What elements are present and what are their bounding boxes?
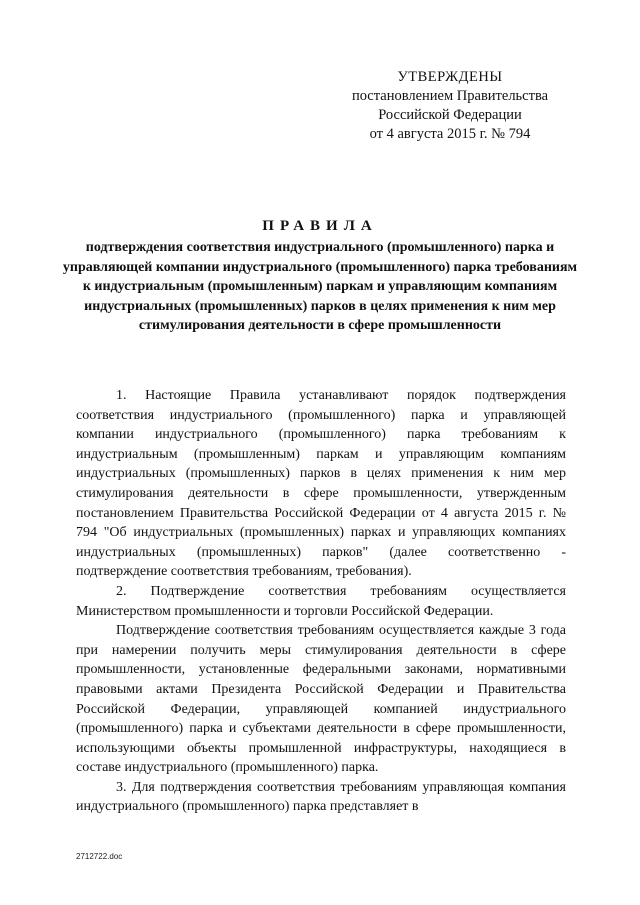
file-name-footer: 2712722.doc (76, 852, 123, 861)
approval-date-number: от 4 августа 2015 г. № 794 (369, 126, 531, 142)
paragraph: 2. Подтверждение соответствия требованиям осуществляется Министерством промышленности и торговли Российской Федерации. (76, 583, 566, 619)
paragraph: Подтверждение соответствия требованиям осуществляется каждые 3 года при намерении получить меры стимулирования деятельности в сфере промышленности, установленные федеральными законами, нормативными правовыми актами Президента Российской Федерации и Правительства Российской Федерации, управляющей компанией индустриального (промышленного) парка и субъектами деятельности в сфере промышленности, использующими объекты промышленной инфраструктуры, находящиеся в составе индустриального (промышленного) парка. (76, 623, 566, 776)
approval-block (320, 68, 580, 144)
approval-heading: УТВЕРЖДЕНЫ (397, 69, 503, 85)
document-title: ПРАВИЛА (262, 218, 378, 234)
approval-line: постановлением Правительства (351, 88, 549, 104)
document-subtitle: подтверждения соответствия индустриального (промышленного) парка и управляющей компании индустриального (промышленного) парка требованиям к индустриальным (промышленным) паркам и управляющим компаниям индустриальных (промышленных) парков в целях применения к ним мер стимулирования деятельности в сфере промышленности (62, 240, 578, 334)
paragraph: 1. Настоящие Правила устанавливают порядок подтверждения соответствия индустриального (промышленного) парка и управляющей компании индустриального (промышленного) парка требованиям к индустриальным (промышленным) паркам и управляющим компаниям индустриальных (промышленных) парков в целях применения к ним мер стимулирования деятельности в сфере промышленности, утвержденным постановлением Правительства Российской Федерации от 4 августа 2015 г. № 794 "Об индустриальных (промышленных) парках и управляющих компаниях индустриальных (промышленных) парков" (далее соответственно - подтверждение соответствия требованиям, требования). (76, 388, 566, 580)
document-body (76, 386, 566, 817)
paragraph: 3. Для подтверждения соответствия требованиям управляющая компания индустриального (промышленного) парка представляет в (76, 779, 566, 815)
approval-line: Российской Федерации (378, 107, 522, 123)
